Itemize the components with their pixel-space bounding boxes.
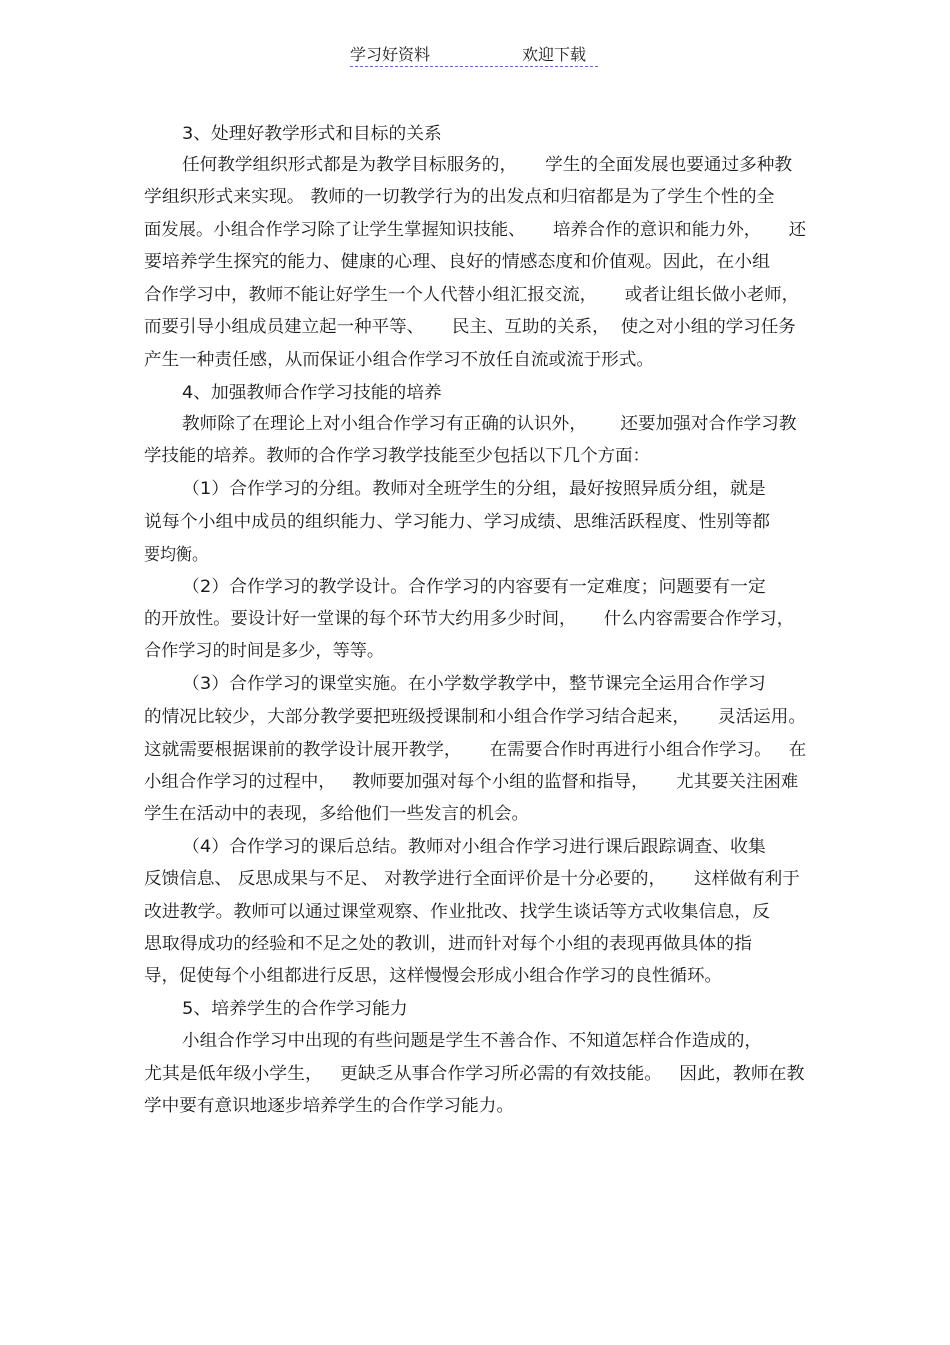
paragraph-line: 要培养学生探究的能力、健康的心理、良好的情感态度和价值观。因此，在小组 xyxy=(144,252,771,272)
paragraph-line: （1）合作学习的分组。教师对全班学生的分组，最好按照异质分组，就是 xyxy=(182,479,766,499)
paragraph-line: 反馈信息、 反思成果与不足、 对教学进行全面评价是十分必要的， 这样做有利于 xyxy=(144,869,800,889)
paragraph-line: 而要引导小组成员建立起一种平等、 民主、互助的关系， 使之对小组的学习任务 xyxy=(144,317,796,337)
paragraph-line: 小组合作学习中出现的有些问题是学生不善合作、不知道怎样合作造成的， xyxy=(182,1031,762,1051)
paragraph-line: 产生一种责任感，从而保证小组合作学习不放任自流或流于形式。 xyxy=(144,350,654,370)
paragraph-line: 合作学习的时间是多少，等等。 xyxy=(144,641,384,661)
paragraph-line: 的情况比较少，大部分教学要把班级授课制和小组合作学习结合起来， 灵活运用。 xyxy=(144,707,807,727)
paragraph-line: 思取得成功的经验和不足之处的教训，进而针对每个小组的表现再做具体的指 xyxy=(144,934,752,954)
paragraph-line: 这就需要根据课前的教学设计展开教学， 在需要合作时再进行小组合作学习。 在 xyxy=(144,740,807,760)
paragraph-line: 面发展。小组合作学习除了让学生掌握知识技能、 培养合作的意识和能力外， 还 xyxy=(144,220,807,240)
page-header xyxy=(350,40,598,67)
paragraph-line: 学组织形式来实现。 教师的一切教学行为的出发点和归宿都是为了学生个性的全 xyxy=(144,187,775,207)
paragraph-line: 学中要有意识地逐步培养学生的合作学习能力。 xyxy=(144,1096,514,1116)
paragraph-line: 要均衡。 xyxy=(144,545,208,565)
header-right-text: 欢迎下载 xyxy=(522,45,587,64)
paragraph-line: 合作学习中，教师不能让好学生一个人代替小组汇报交流， 或者让组长做小老师， xyxy=(144,285,800,305)
section-heading: 5、培养学生的合作学习能力 xyxy=(182,999,408,1019)
section-heading: 3、处理好教学形式和目标的关系 xyxy=(182,124,442,144)
paragraph-line: （3）合作学习的课堂实施。在小学数学教学中，整节课完全运用合作学习 xyxy=(182,674,766,694)
section-heading: 4、加强教师合作学习技能的培养 xyxy=(182,383,442,403)
paragraph-line: 尤其是低年级小学生， 更缺乏从事合作学习所必需的有效技能。 因此，教师在教 xyxy=(144,1064,805,1084)
paragraph-line: 改进教学。教师可以通过课堂观察、作业批改、找学生谈话等方式收集信息，反 xyxy=(144,902,771,922)
paragraph-line: （4）合作学习的课后总结。教师对小组合作学习进行课后跟踪调查、收集 xyxy=(182,837,766,857)
paragraph-line: 导，促使每个小组都进行反思，这样慢慢会形成小组合作学习的良性循环。 xyxy=(144,966,722,986)
paragraph-line: 任何教学组织形式都是为教学目标服务的， 学生的全面发展也要通过多种教 xyxy=(182,155,793,175)
paragraph-line: 学生在活动中的表现，多给他们一些发言的机会。 xyxy=(144,804,529,824)
paragraph-line: （2）合作学习的教学设计。合作学习的内容要有一定难度；问题要有一定 xyxy=(182,577,766,597)
paragraph-line: 小组合作学习的过程中， 教师要加强对每个小组的监督和指导， 尤其要关注困难 xyxy=(144,772,799,792)
paragraph-line: 学技能的培养。教师的合作学习教学技能至少包括以下几个方面： xyxy=(144,446,650,466)
header-left-text: 学习好资料 xyxy=(350,45,431,64)
paragraph-line: 的开放性。要设计好一堂课的每个环节大约用多少时间， 什么内容需要合作学习， xyxy=(144,609,795,629)
paragraph-line: 说每个小组中成员的组织能力、学习能力、学习成绩、思维活跃程度、性别等都 xyxy=(144,512,771,532)
paragraph-line: 教师除了在理论上对小组合作学习有正确的认识外， 还要加强对合作学习教 xyxy=(182,414,797,434)
